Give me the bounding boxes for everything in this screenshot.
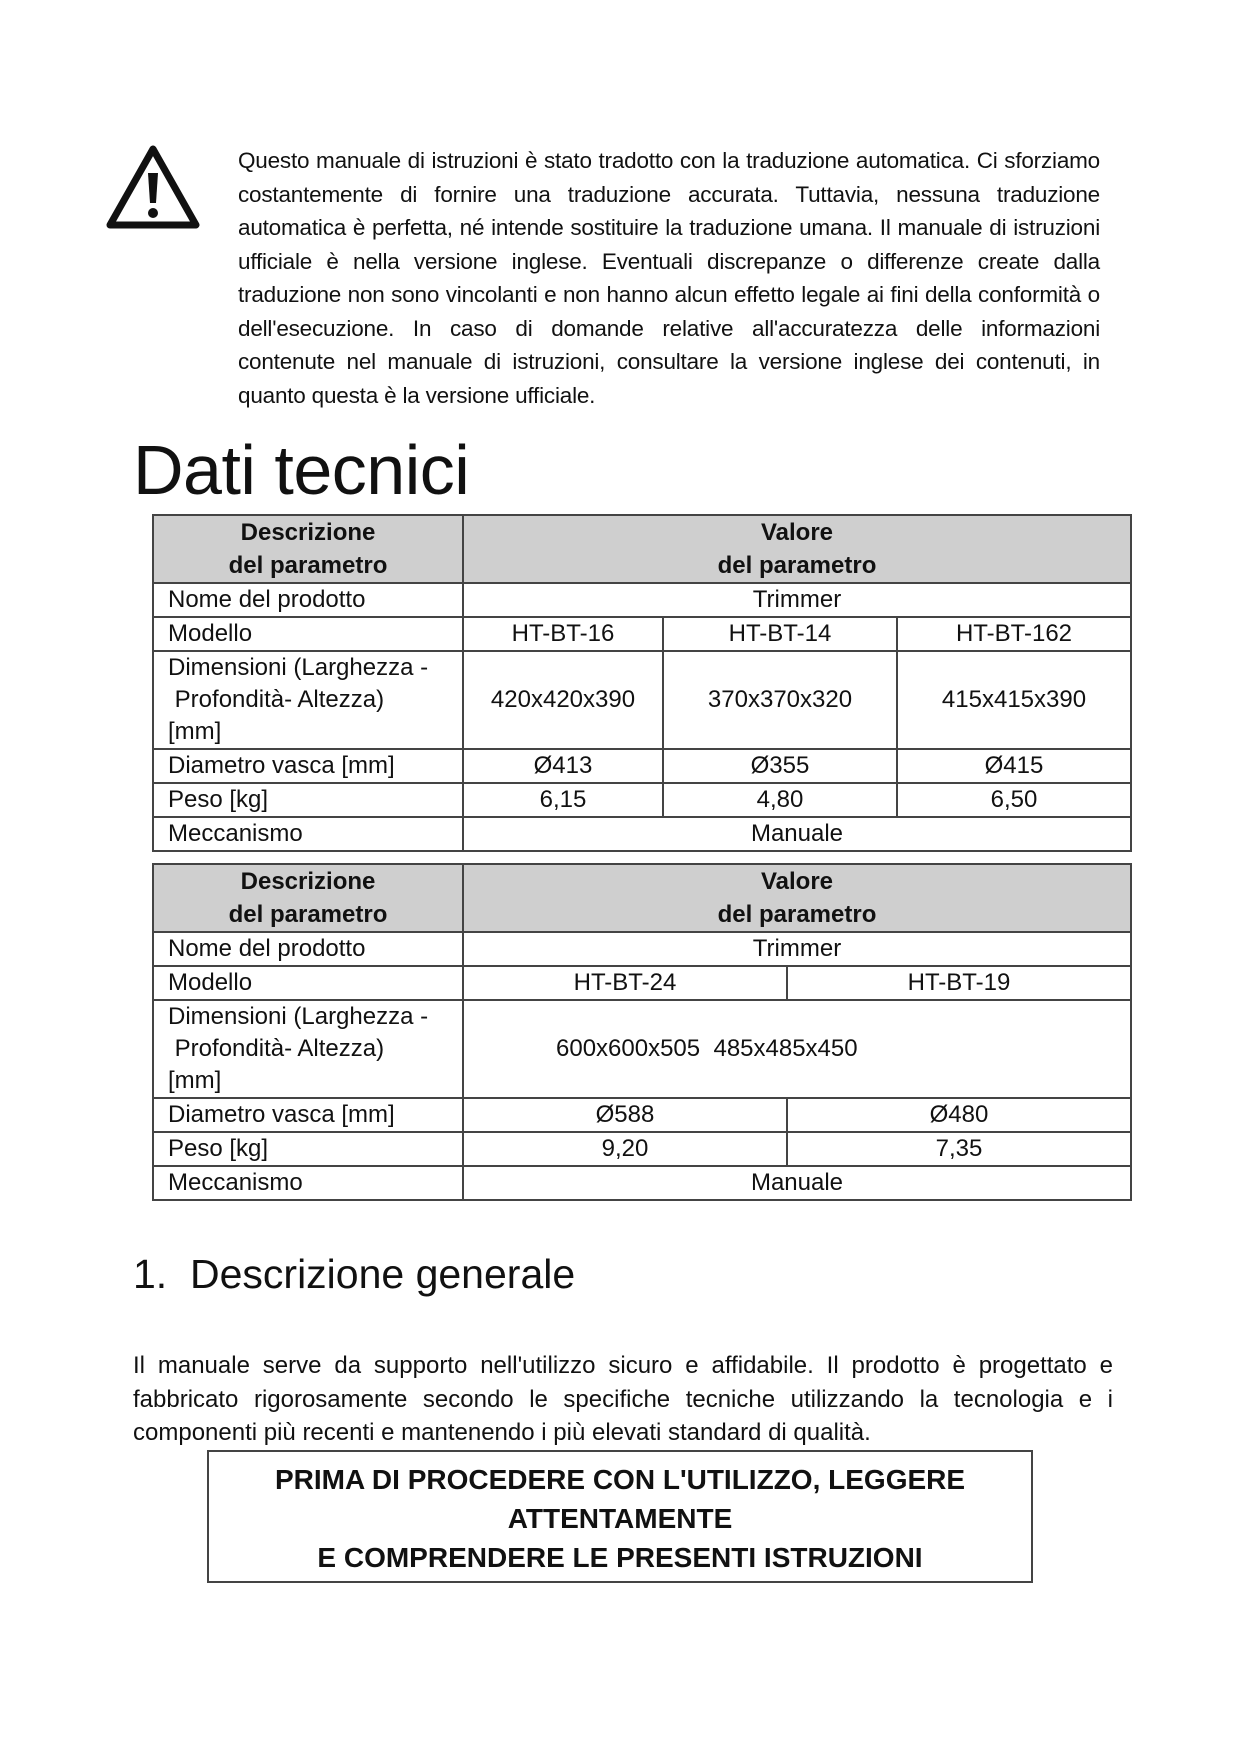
header-description: Descrizione del parametro	[153, 515, 463, 583]
table-row	[153, 617, 1131, 651]
section-title: Descrizione generale	[190, 1251, 576, 1297]
row-label: Meccanismo	[153, 1166, 463, 1200]
table-row	[153, 932, 1131, 966]
row-value: Trimmer	[463, 583, 1131, 617]
spec-table-2	[152, 863, 1132, 1201]
cell-value: 7,35	[787, 1132, 1131, 1166]
page-title: Dati tecnici	[133, 431, 470, 509]
table-row	[153, 783, 1131, 817]
warning-triangle-icon	[106, 145, 200, 229]
general-description: Il manuale serve da supporto nell'utilizzo sicuro e affidabile. Il prodotto è progettato e fabbricato rigorosamente secondo le specifiche tecniche utilizzando la tecnologia e i componenti più recenti e mantenendo i più elevati standard di qualità.	[133, 1352, 1113, 1446]
cell-value: HT-BT-24	[463, 966, 787, 1000]
table-header-row	[153, 515, 1131, 583]
row-label: Diametro vasca [mm]	[153, 749, 463, 783]
cell-value: Ø413	[463, 749, 663, 783]
table-row	[153, 651, 1131, 749]
row-value: Manuale	[463, 1166, 1131, 1200]
header-value: Valore del parametro	[463, 515, 1131, 583]
row-label: Dimensioni (Larghezza - Profondità- Altezza) [mm]	[153, 651, 463, 749]
cell-value: HT-BT-162	[897, 617, 1131, 651]
cell-value: HT-BT-16	[463, 617, 663, 651]
cell-value: Ø355	[663, 749, 897, 783]
cell-value: HT-BT-14	[663, 617, 897, 651]
row-value: Manuale	[463, 817, 1131, 851]
row-value: Trimmer	[463, 932, 1131, 966]
table-row	[153, 1132, 1131, 1166]
header-value: Valore del parametro	[463, 864, 1131, 932]
table-row	[153, 817, 1131, 851]
section-number: 1.	[133, 1251, 168, 1297]
table-row	[153, 1098, 1131, 1132]
table-row	[153, 749, 1131, 783]
notice-line: PRIMA DI PROCEDERE CON L'UTILIZZO, LEGGERE	[274, 1464, 966, 1495]
table-header-row	[153, 864, 1131, 932]
cell-value: 370x370x320	[663, 651, 897, 749]
row-label: Modello	[153, 617, 463, 651]
cell-value: HT-BT-19	[787, 966, 1131, 1000]
cell-value: 4,80	[663, 783, 897, 817]
spec-table-1	[152, 514, 1132, 852]
cell-value: Ø415	[897, 749, 1131, 783]
translation-notice: Questo manuale di istruzioni è stato tradotto con la traduzione automatica. Ci sforziamo costantemente di fornire una traduzione accurata. Tuttavia, nessuna traduzione automatica è perfetta, né intende sostituire la traduzione umana. Il manuale di istruzioni ufficiale è nella versione inglese. Eventuali discrepanze o differenze create dalla traduzione non sono vincolanti e non hanno alcun effetto legale ai fini della conformità o dell'esecuzione. In caso di domande relative all'accuratezza delle informazioni contenute nel manuale di istruzioni, consultare la versione inglese dei contenuti, in quanto questa è la versione ufficiale.	[238, 148, 1100, 408]
row-label: Meccanismo	[153, 817, 463, 851]
table-row	[153, 1166, 1131, 1200]
row-label: Modello	[153, 966, 463, 1000]
table-row	[153, 583, 1131, 617]
cell-value: 6,15	[463, 783, 663, 817]
cell-value: Ø480	[787, 1098, 1131, 1132]
notice-line: ATTENTAMENTE	[507, 1503, 733, 1534]
read-instructions-notice	[207, 1450, 1033, 1583]
section-heading	[133, 1251, 575, 1298]
cell-value: 600x600x505 485x485x450	[463, 1000, 1131, 1098]
cell-value: 420x420x390	[463, 651, 663, 749]
cell-value: 9,20	[463, 1132, 787, 1166]
table-row	[153, 966, 1131, 1000]
row-label: Peso [kg]	[153, 1132, 463, 1166]
row-label: Diametro vasca [mm]	[153, 1098, 463, 1132]
cell-value: Ø588	[463, 1098, 787, 1132]
cell-value: 6,50	[897, 783, 1131, 817]
row-label: Nome del prodotto	[153, 932, 463, 966]
row-label: Dimensioni (Larghezza - Profondità- Altezza) [mm]	[153, 1000, 463, 1098]
cell-value: 415x415x390	[897, 651, 1131, 749]
header-description: Descrizione del parametro	[153, 864, 463, 932]
table-row	[153, 1000, 1131, 1098]
row-label: Nome del prodotto	[153, 583, 463, 617]
notice-line: E COMPRENDERE LE PRESENTI ISTRUZIONI	[317, 1542, 923, 1573]
row-label: Peso [kg]	[153, 783, 463, 817]
